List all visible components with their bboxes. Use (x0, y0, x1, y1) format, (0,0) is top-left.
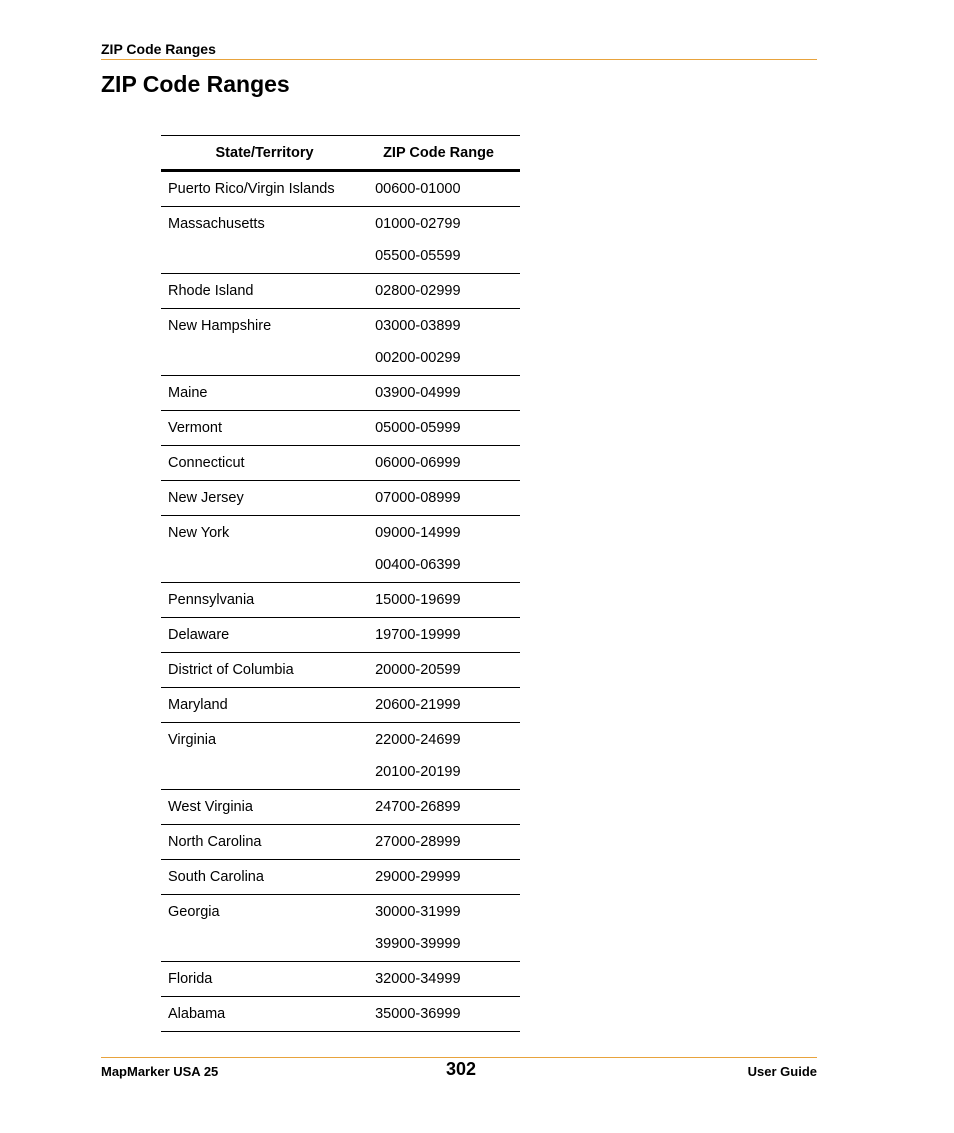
zip-range-cell (368, 723, 520, 790)
state-cell (161, 997, 368, 1032)
zip-range: 00600-01000 (375, 181, 461, 197)
zip-range: 00400-06399 (375, 557, 461, 573)
state-cell (161, 516, 368, 583)
page-title: ZIP Code Ranges (101, 71, 290, 97)
zip-range: 00200-00299 (375, 350, 461, 366)
zip-range-cell (368, 997, 520, 1032)
state-name: West Virginia (168, 799, 253, 815)
table-row (161, 376, 520, 411)
zip-range: 35000-36999 (375, 1006, 461, 1022)
table-header-row (161, 136, 520, 171)
state-name: Maine (168, 385, 208, 401)
zip-range-cell (368, 825, 520, 860)
table-row (161, 962, 520, 997)
zip-range: 09000-14999 (375, 525, 461, 541)
state-name: New Jersey (168, 490, 244, 506)
table-row (161, 411, 520, 446)
state-cell (161, 618, 368, 653)
zip-range: 32000-34999 (375, 971, 461, 987)
zip-range: 20100-20199 (375, 764, 461, 780)
zip-range-cell (368, 653, 520, 688)
zip-range-cell (368, 790, 520, 825)
zip-range: 19700-19999 (375, 627, 461, 643)
state-cell (161, 723, 368, 790)
state-name: Pennsylvania (168, 592, 255, 608)
state-cell (161, 207, 368, 274)
zip-range: 30000-31999 (375, 904, 461, 920)
table-row (161, 790, 520, 825)
state-name: Connecticut (168, 455, 245, 471)
state-name: Puerto Rico/Virgin Islands (168, 181, 335, 197)
table-row (161, 997, 520, 1032)
state-cell (161, 309, 368, 376)
state-name: Rhode Island (168, 283, 254, 299)
state-name: North Carolina (168, 834, 262, 850)
table-row (161, 481, 520, 516)
zip-range: 05500-05599 (375, 248, 461, 264)
zip-range: 01000-02799 (375, 216, 461, 232)
table-row (161, 583, 520, 618)
zip-range: 06000-06999 (375, 455, 461, 471)
state-name: Florida (168, 971, 213, 987)
state-cell (161, 860, 368, 895)
zip-range-cell (368, 618, 520, 653)
zip-range-cell (368, 583, 520, 618)
state-name: Maryland (168, 697, 228, 713)
zip-range-cell (368, 274, 520, 309)
table-row (161, 171, 520, 207)
running-head: ZIP Code Ranges (101, 41, 216, 57)
table-row (161, 825, 520, 860)
table-row (161, 516, 520, 583)
state-cell (161, 171, 368, 207)
state-name: Virginia (168, 732, 217, 748)
zip-range-cell (368, 446, 520, 481)
state-cell (161, 653, 368, 688)
zip-range-cell (368, 860, 520, 895)
zip-range: 07000-08999 (375, 490, 461, 506)
header-rule (101, 59, 817, 60)
zip-range: 29000-29999 (375, 869, 461, 885)
state-name: New York (168, 525, 230, 541)
page-number: 302 (446, 1059, 477, 1079)
footer-doc-type: User Guide (747, 1064, 817, 1079)
zip-range: 20000-20599 (375, 662, 461, 678)
table-body (161, 171, 520, 1032)
state-name: New Hampshire (168, 318, 272, 334)
state-name: Georgia (168, 904, 220, 920)
state-name: Massachusetts (168, 216, 265, 232)
zip-range: 39900-39999 (375, 936, 461, 952)
state-name: Delaware (168, 627, 230, 643)
zip-range: 03000-03899 (375, 318, 461, 334)
zip-range-cell (368, 171, 520, 207)
state-name: District of Columbia (168, 662, 294, 678)
zip-range-cell (368, 207, 520, 274)
table-row (161, 688, 520, 723)
zip-range-cell (368, 309, 520, 376)
zip-code-table (161, 135, 520, 1032)
zip-range: 24700-26899 (375, 799, 461, 815)
column-header-state: State/Territory (161, 136, 368, 171)
footer-rule (101, 1057, 817, 1058)
zip-range-cell (368, 962, 520, 997)
state-name: Vermont (168, 420, 222, 436)
state-cell (161, 688, 368, 723)
zip-range: 05000-05999 (375, 420, 461, 436)
zip-range-cell (368, 516, 520, 583)
table-row (161, 207, 520, 274)
zip-range: 22000-24699 (375, 732, 461, 748)
zip-range: 02800-02999 (375, 283, 461, 299)
state-name: South Carolina (168, 869, 264, 885)
zip-range: 20600-21999 (375, 697, 461, 713)
zip-range-cell (368, 411, 520, 446)
state-cell (161, 895, 368, 962)
state-cell (161, 274, 368, 309)
state-cell (161, 962, 368, 997)
zip-range: 15000-19699 (375, 592, 461, 608)
state-cell (161, 790, 368, 825)
state-cell (161, 446, 368, 481)
state-cell (161, 411, 368, 446)
zip-range-cell (368, 688, 520, 723)
zip-range-cell (368, 376, 520, 411)
table-row (161, 895, 520, 962)
footer-product: MapMarker USA 25 (101, 1064, 219, 1079)
state-cell (161, 376, 368, 411)
table-row (161, 860, 520, 895)
table-row (161, 723, 520, 790)
zip-range: 27000-28999 (375, 834, 461, 850)
table-row (161, 653, 520, 688)
zip-range-cell (368, 895, 520, 962)
table-row (161, 446, 520, 481)
state-cell (161, 825, 368, 860)
table-row (161, 309, 520, 376)
zip-range: 03900-04999 (375, 385, 461, 401)
column-header-zip-range: ZIP Code Range (368, 136, 520, 171)
state-cell (161, 481, 368, 516)
table-row (161, 618, 520, 653)
state-cell (161, 583, 368, 618)
zip-range-cell (368, 481, 520, 516)
state-name: Alabama (168, 1006, 226, 1022)
table-row (161, 274, 520, 309)
